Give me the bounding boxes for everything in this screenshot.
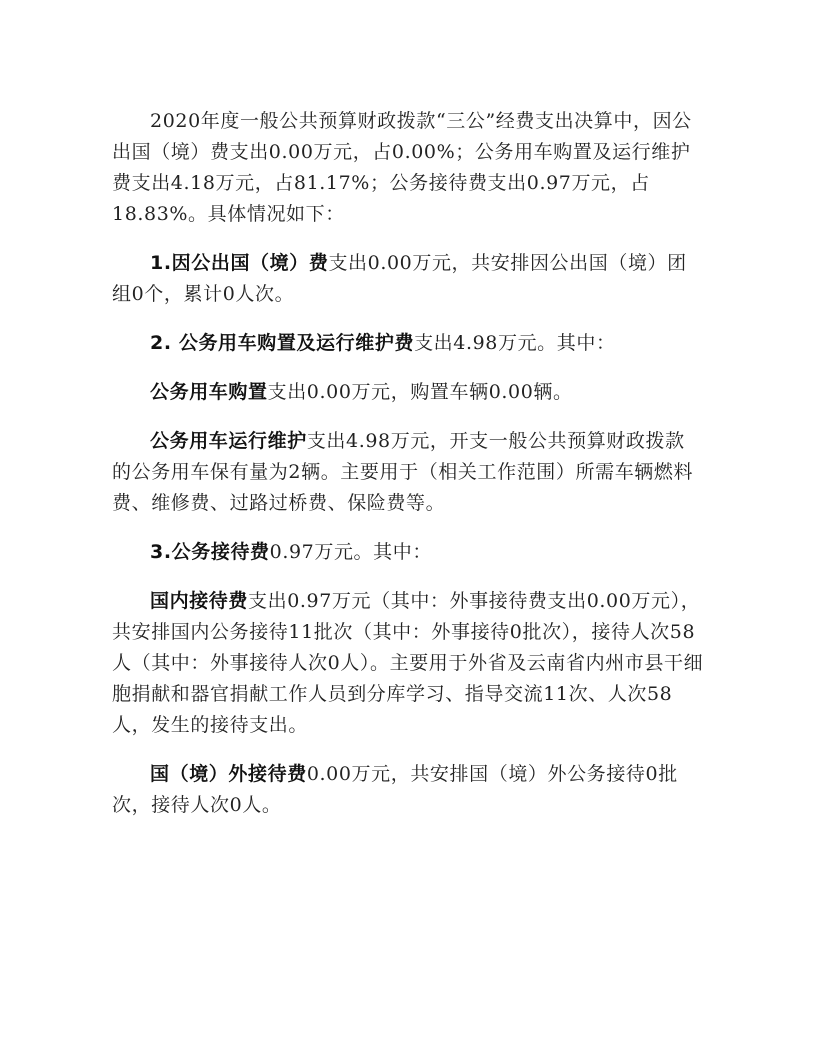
vehicle-cost-text: 支出4.98万元。其中： [414, 332, 616, 354]
vehicle-purchase-text: 支出0.00万元，购置车辆0.00辆。 [267, 381, 573, 403]
vehicle-maintenance-text: 支出4.98万元，开支一般公共预算财政拨款的公务用车保有量为2辆。主要用于（相关工作范围）所需车辆燃料费、维修费、过路过桥费、保险费等。 [112, 430, 694, 514]
overseas-travel-text: 支出0.00万元，共安排因公出国（境）团组0个，累计0人次。 [112, 252, 687, 305]
reception-cost-text: 0.97万元。其中： [269, 541, 432, 563]
vehicle-purchase-paragraph [112, 377, 704, 408]
foreign-reception-heading: 国（境）外接待费 [150, 763, 307, 785]
vehicle-maintenance-heading: 公务用车运行维护 [150, 430, 307, 452]
reception-cost-heading: 3.公务接待费 [150, 541, 270, 563]
foreign-reception-paragraph [112, 759, 704, 821]
domestic-reception-paragraph [112, 586, 704, 741]
domestic-reception-text: 支出0.97万元（其中：外事接待费支出0.00万元），共安排国内公务接待11批次（其中：外事接待0批次），接待人次58人（其中：外事接待人次0人）。主要用于外省及云南省内州市县干细胞捐献和器官捐献工作人员到分库学习、指导交流11次、人次58人，发生的接待支出。 [112, 590, 704, 736]
domestic-reception-heading: 国内接待费 [150, 590, 249, 612]
vehicle-purchase-heading: 公务用车购置 [150, 381, 268, 403]
overseas-travel-heading: 1.因公出国（境）费 [150, 252, 329, 274]
vehicle-maintenance-paragraph [112, 426, 704, 519]
vehicle-cost-heading: 2. 公务用车购置及运行维护费 [150, 332, 415, 354]
overseas-travel-paragraph [112, 248, 704, 310]
foreign-reception-text: 0.00万元，共安排国（境）外公务接待0批次，接待人次0人。 [112, 763, 678, 816]
reception-cost-paragraph [112, 537, 704, 568]
intro-text: 2020年度一般公共预算财政拨款“三公”经费支出决算中，因公出国（境）费支出0.00万元，占0.00%；公务用车购置及运行维护费支出4.18万元，占81.17%；公务接待费支出0.97万元，占18.83%。具体情况如下： [112, 110, 692, 225]
intro-paragraph [112, 106, 704, 230]
document-body [112, 106, 704, 821]
vehicle-cost-paragraph [112, 328, 704, 359]
